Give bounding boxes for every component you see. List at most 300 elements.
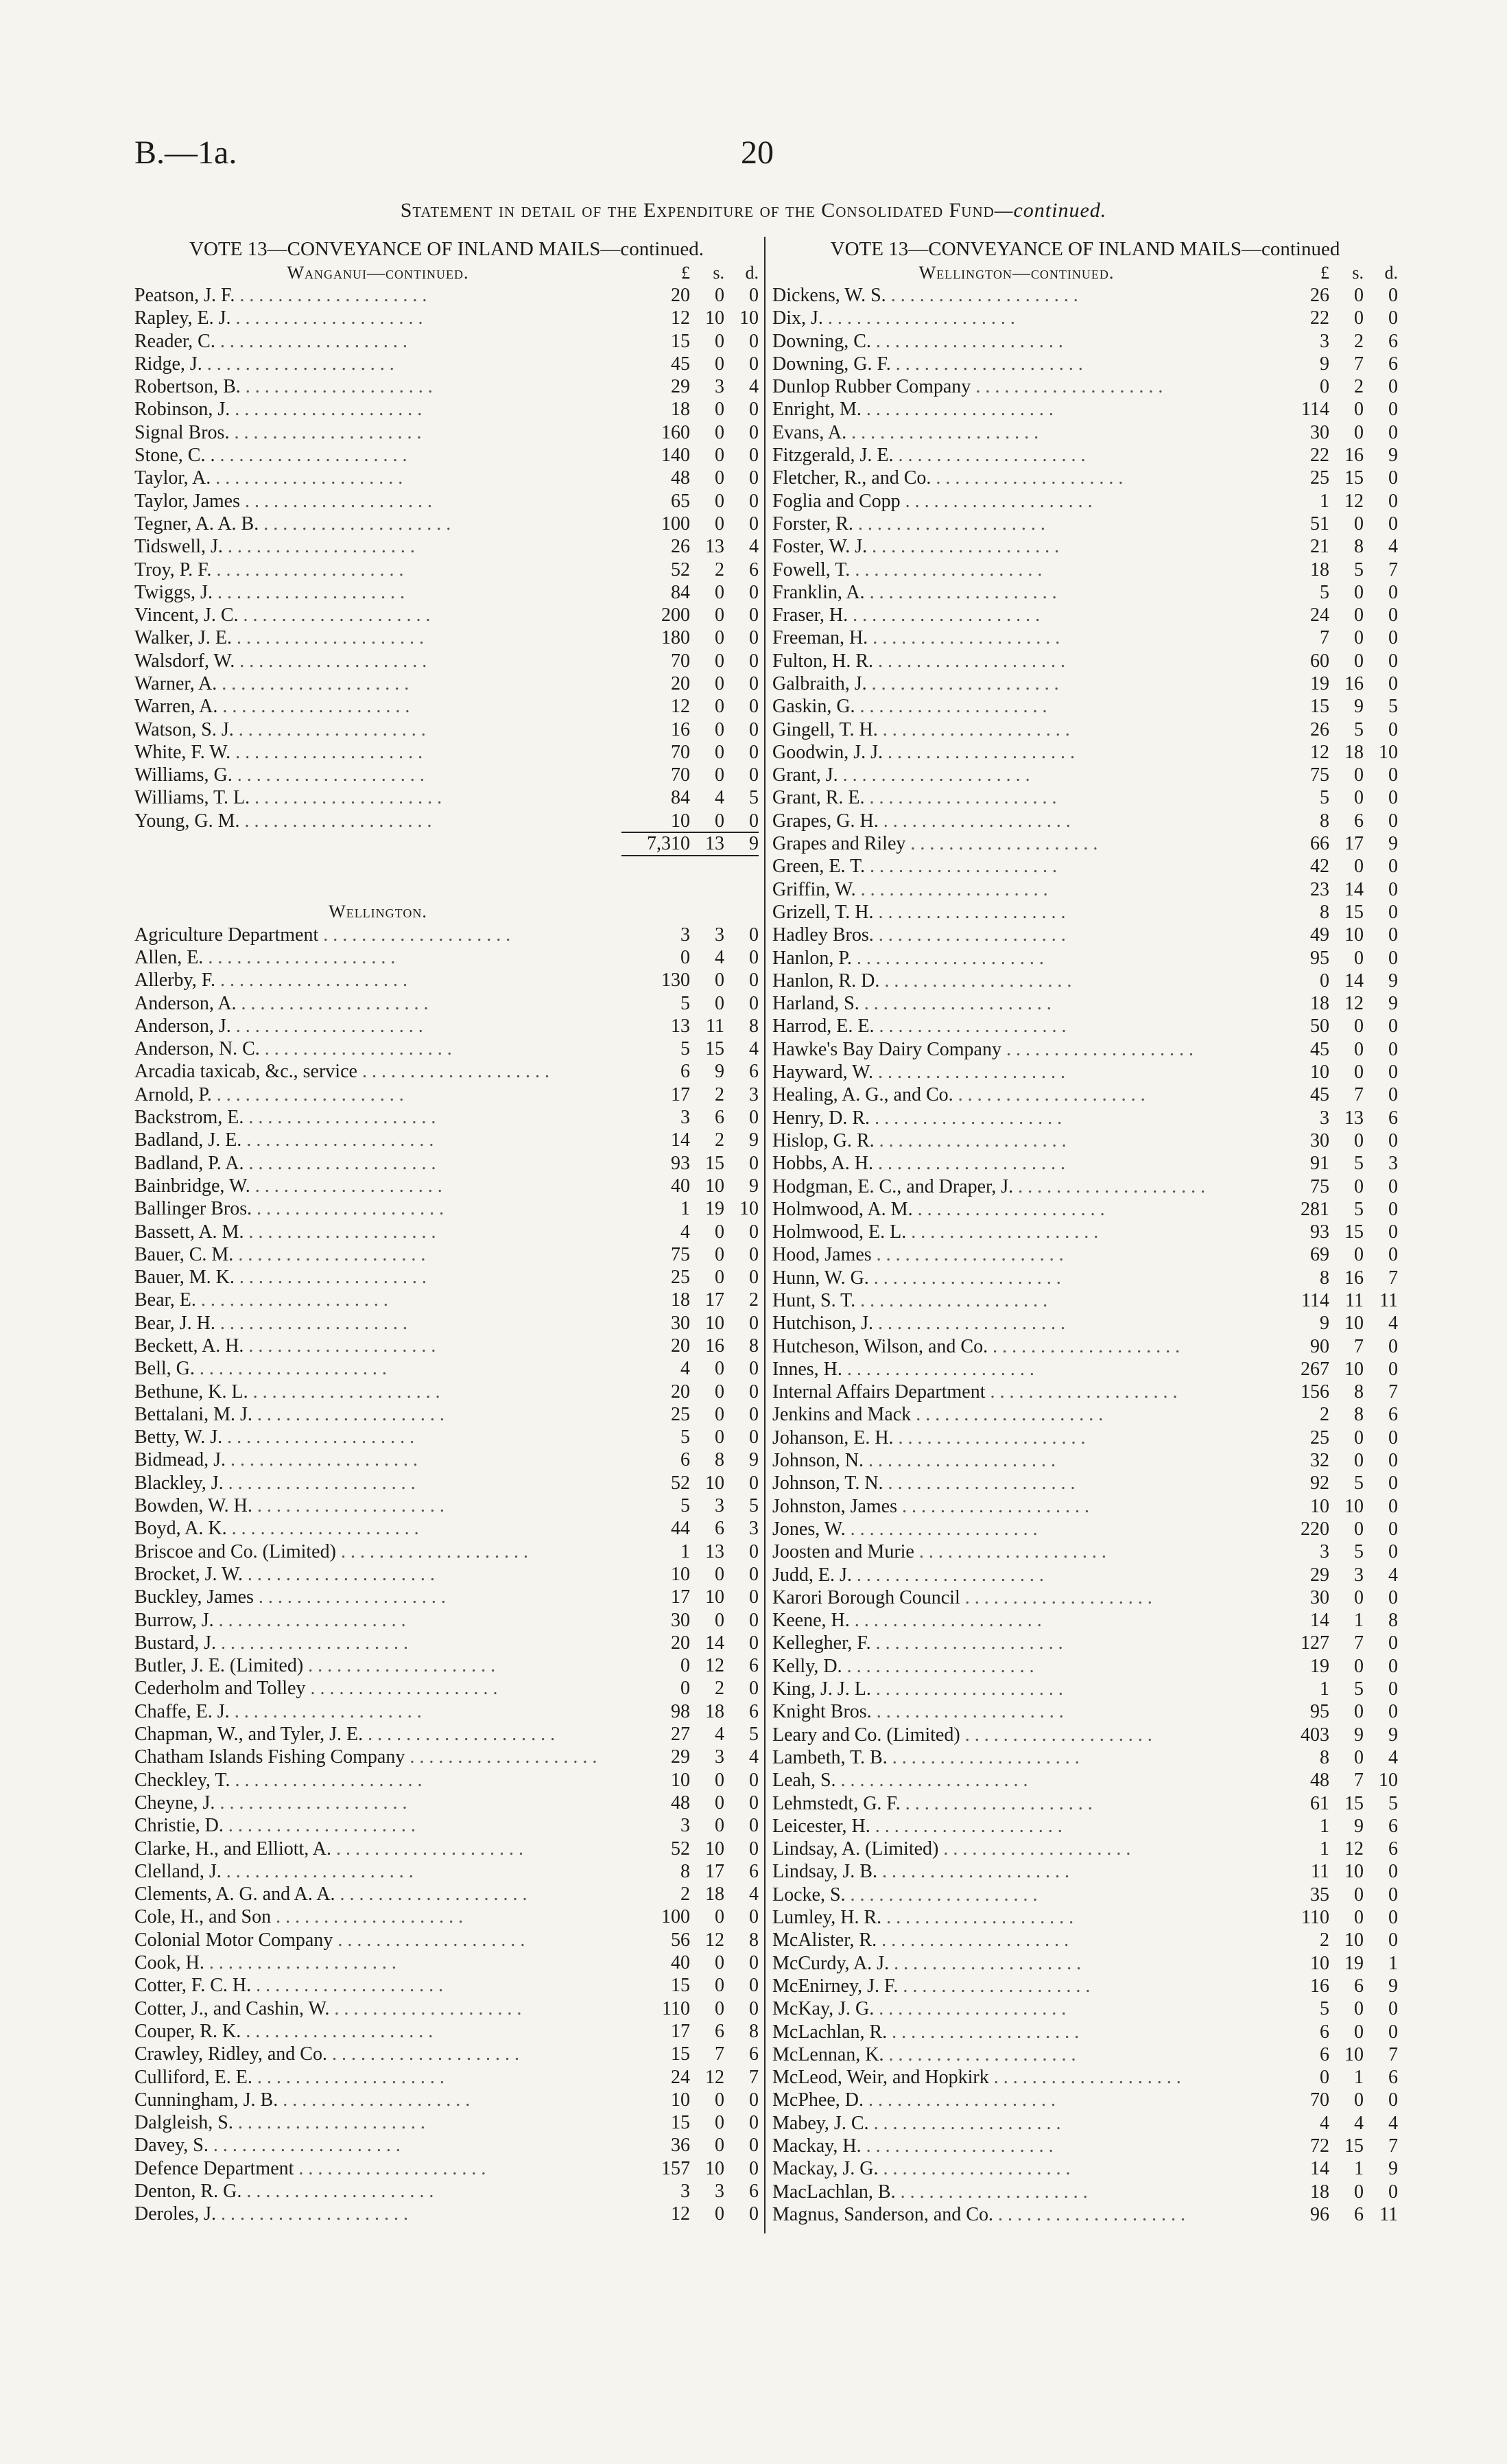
table-row bbox=[134, 2089, 759, 2111]
pounds: 12 bbox=[1310, 741, 1329, 763]
shillings: 0 bbox=[715, 2135, 724, 2157]
table-row bbox=[772, 993, 1398, 1016]
pence: 6 bbox=[749, 1655, 759, 1677]
pence: 5 bbox=[749, 787, 759, 809]
currency-headings: £ s. d. bbox=[681, 262, 759, 283]
amount bbox=[1261, 1336, 1398, 1358]
pounds: 8 bbox=[680, 1860, 690, 1882]
amount bbox=[621, 2181, 759, 2203]
shillings: 3 bbox=[715, 924, 724, 946]
pence: 6 bbox=[1388, 2067, 1398, 2089]
payee-name: Gaskin, G. . . bbox=[772, 696, 1261, 718]
shillings: 0 bbox=[1354, 627, 1364, 649]
shillings: 0 bbox=[1354, 605, 1364, 626]
pounds: 3 bbox=[680, 1107, 690, 1129]
payee-name: Robinson, J. . . bbox=[134, 399, 621, 421]
table-row bbox=[772, 1289, 1398, 1312]
payee-name: Agriculture Department . . bbox=[134, 924, 621, 946]
payee-name: Fowell, T. . . bbox=[772, 559, 1261, 581]
amount bbox=[1261, 513, 1398, 535]
payee-name: Badland, P. A. . . bbox=[134, 1153, 621, 1175]
shillings: 6 bbox=[715, 1518, 724, 1540]
shillings: 6 bbox=[715, 1107, 724, 1129]
table-row bbox=[134, 2111, 759, 2134]
pounds: 69 bbox=[1310, 1244, 1329, 1266]
amount bbox=[1261, 1290, 1398, 1312]
payee-name: Hunn, W. G. . . bbox=[772, 1267, 1261, 1289]
amount bbox=[1261, 536, 1398, 558]
pence: 0 bbox=[749, 581, 759, 603]
table-row bbox=[772, 307, 1398, 330]
payee-name: Kelly, D. . . bbox=[772, 1656, 1261, 1678]
table-row bbox=[772, 1381, 1398, 1404]
shillings: 0 bbox=[1354, 1586, 1364, 1608]
table-row bbox=[772, 559, 1398, 581]
pounds: 17 bbox=[671, 1586, 690, 1608]
pounds: 98 bbox=[671, 1700, 690, 1722]
payee-name: Clarke, H., and Elliott, A. . . bbox=[134, 1838, 621, 1860]
payee-name: Hayward, W. . . bbox=[772, 1061, 1261, 1083]
pence: 0 bbox=[749, 1563, 759, 1585]
pounds: 1 bbox=[1320, 1838, 1329, 1860]
payee-name: Defence Department . . bbox=[134, 2158, 621, 2180]
shillings: 10 bbox=[705, 1586, 724, 1608]
shillings: 0 bbox=[715, 513, 724, 535]
payee-name: Williams, T. L. . . bbox=[134, 787, 621, 809]
pounds: 51 bbox=[1310, 513, 1329, 535]
pence: 6 bbox=[1388, 1815, 1398, 1837]
payee-name: Hanlon, P. . . bbox=[772, 948, 1261, 970]
pence: 8 bbox=[1388, 1610, 1398, 1632]
pence: 0 bbox=[749, 970, 759, 992]
amount bbox=[1261, 1359, 1398, 1381]
table-row bbox=[134, 2180, 759, 2203]
pounds: 95 bbox=[1310, 1701, 1329, 1723]
shillings: 0 bbox=[1354, 787, 1364, 809]
pence: 0 bbox=[1388, 650, 1398, 672]
payee-name: Galbraith, J. . . bbox=[772, 673, 1261, 695]
pence: 9 bbox=[749, 1449, 759, 1471]
amount bbox=[1261, 1998, 1398, 2020]
pounds: 0 bbox=[680, 946, 690, 968]
shillings: 2 bbox=[715, 1083, 724, 1105]
payee-name: Hadley Bros. . . bbox=[772, 924, 1261, 946]
table-row bbox=[134, 1632, 759, 1654]
table-row bbox=[134, 1129, 759, 1152]
table-row bbox=[134, 1700, 759, 1723]
amount bbox=[1261, 902, 1398, 924]
right-column bbox=[772, 237, 1398, 2227]
amount bbox=[621, 1107, 759, 1129]
table-row bbox=[134, 1038, 759, 1061]
pence: 0 bbox=[749, 2135, 759, 2157]
pounds: 180 bbox=[661, 627, 690, 649]
pounds: 10 bbox=[671, 810, 690, 832]
amount bbox=[1261, 1221, 1398, 1243]
shillings: 0 bbox=[715, 1358, 724, 1380]
payee-name: Leicester, H. . . bbox=[772, 1816, 1261, 1838]
shillings: 0 bbox=[715, 1792, 724, 1814]
table-row bbox=[772, 924, 1398, 947]
pence: 0 bbox=[1388, 1244, 1398, 1266]
shillings: 0 bbox=[1354, 1450, 1364, 1472]
payee-name: Bethune, K. L. . . bbox=[134, 1381, 621, 1403]
table-row bbox=[772, 1449, 1398, 1472]
amount bbox=[621, 696, 759, 718]
payee-name: Crawley, Ridley, and Co. . . bbox=[134, 2043, 621, 2065]
pence: 0 bbox=[749, 1678, 759, 1700]
payee-name: Anderson, J. . . bbox=[134, 1016, 621, 1037]
payee-name: Grapes, G. H. . . bbox=[772, 810, 1261, 832]
table-row bbox=[772, 2135, 1398, 2157]
pounds: 52 bbox=[671, 1838, 690, 1859]
payee-name: Evans, A. . . bbox=[772, 422, 1261, 444]
payee-name: Mabey, J. C. . . bbox=[772, 2113, 1261, 2135]
pence: 7 bbox=[1388, 2135, 1398, 2157]
pence: 4 bbox=[1388, 1313, 1398, 1335]
table-row bbox=[134, 1427, 759, 1449]
shillings: 7 bbox=[715, 2043, 724, 2065]
pence: 0 bbox=[1388, 924, 1398, 946]
pounds: 9 bbox=[1320, 353, 1329, 375]
table-row bbox=[134, 741, 759, 764]
table-row bbox=[772, 1404, 1398, 1427]
shillings: 0 bbox=[715, 672, 724, 694]
shillings: 16 bbox=[1344, 445, 1364, 467]
amount bbox=[621, 2021, 759, 2043]
pence: 3 bbox=[1388, 1153, 1398, 1175]
shillings: 11 bbox=[706, 1015, 724, 1037]
table-row bbox=[772, 536, 1398, 559]
table-row bbox=[772, 490, 1398, 513]
pounds: 3 bbox=[680, 924, 690, 946]
pence: 0 bbox=[749, 1540, 759, 1562]
pence: 0 bbox=[749, 1838, 759, 1859]
amount bbox=[1261, 2089, 1398, 2111]
statement-title bbox=[0, 199, 1507, 222]
pence: 0 bbox=[749, 2112, 759, 2134]
pounds: 20 bbox=[671, 672, 690, 694]
pounds: 4 bbox=[680, 1358, 690, 1380]
pounds: 13 bbox=[671, 1015, 690, 1037]
table-row bbox=[772, 1221, 1398, 1243]
shillings: 0 bbox=[1354, 2181, 1364, 2203]
table-row bbox=[134, 1312, 759, 1335]
table-row bbox=[134, 1746, 759, 1769]
section-heading-wellington-continued bbox=[772, 261, 1398, 284]
table-row bbox=[772, 1358, 1398, 1381]
amount bbox=[621, 970, 759, 992]
pence: 6 bbox=[749, 2180, 759, 2202]
table-row bbox=[772, 1952, 1398, 1975]
table-row bbox=[134, 1198, 759, 1221]
pounds: 5 bbox=[680, 992, 690, 1014]
payee-name: Hobbs, A. H. . . bbox=[772, 1153, 1261, 1175]
payee-name: Lehmstedt, G. F. . . bbox=[772, 1793, 1261, 1815]
table-row bbox=[134, 1586, 759, 1609]
wellington-entries-left bbox=[134, 924, 759, 2226]
amount bbox=[621, 2089, 759, 2111]
amount bbox=[1261, 605, 1398, 626]
payee-name: Grant, J. . . bbox=[772, 764, 1261, 786]
table-row bbox=[772, 764, 1398, 787]
pounds: 48 bbox=[1310, 1770, 1329, 1792]
table-row bbox=[134, 1472, 759, 1494]
pence: 0 bbox=[1388, 1038, 1398, 1060]
shillings: 0 bbox=[1354, 1655, 1364, 1677]
payee-name: Arnold, P. . . bbox=[134, 1084, 621, 1106]
pence: 0 bbox=[1388, 1518, 1398, 1540]
pence: 6 bbox=[749, 2043, 759, 2065]
pounds: 27 bbox=[671, 1724, 690, 1746]
table-row bbox=[772, 1564, 1398, 1586]
amount bbox=[621, 810, 759, 832]
amount bbox=[1261, 399, 1398, 421]
pence: 0 bbox=[749, 1769, 759, 1791]
pounds: 10 bbox=[671, 2089, 690, 2111]
table-row bbox=[772, 1884, 1398, 1906]
pence: 0 bbox=[749, 513, 759, 535]
amount bbox=[621, 1358, 759, 1380]
table-row bbox=[134, 1997, 759, 2020]
table-row bbox=[134, 1335, 759, 1357]
pounds: 7 bbox=[1320, 627, 1329, 649]
payee-name: Fitzgerald, J. E. . . bbox=[772, 445, 1261, 467]
payee-name: Johanson, E. H. . . bbox=[772, 1427, 1261, 1449]
shillings: 16 bbox=[1344, 672, 1364, 694]
pence: 0 bbox=[749, 1358, 759, 1380]
table-row bbox=[772, 832, 1398, 855]
pounds: 84 bbox=[671, 581, 690, 603]
payee-name: Downing, C. . . bbox=[772, 331, 1261, 353]
shillings: 0 bbox=[1354, 1427, 1364, 1448]
shillings: 13 bbox=[705, 536, 724, 558]
pence: 0 bbox=[749, 672, 759, 694]
pence: 9 bbox=[1388, 970, 1398, 992]
table-row bbox=[772, 970, 1398, 992]
table-row bbox=[134, 1152, 759, 1175]
amount bbox=[621, 399, 759, 421]
pounds: 22 bbox=[1310, 307, 1329, 329]
shillings: 10 bbox=[705, 2157, 724, 2179]
amount bbox=[621, 1586, 759, 1608]
pounds: 30 bbox=[1310, 1129, 1329, 1151]
payee-name: Briscoe and Co. (Limited) . . bbox=[134, 1541, 621, 1563]
pounds: 267 bbox=[1301, 1358, 1329, 1380]
pounds: 8 bbox=[1320, 901, 1329, 923]
pence: 0 bbox=[749, 810, 759, 832]
pence: 8 bbox=[749, 1335, 759, 1357]
shillings: 0 bbox=[715, 1381, 724, 1403]
pounds: 35 bbox=[1310, 1884, 1329, 1905]
payee-name: Twiggs, J. . . bbox=[134, 582, 621, 604]
amount bbox=[621, 1061, 759, 1083]
table-row bbox=[772, 2158, 1398, 2181]
amount bbox=[621, 422, 759, 444]
shillings: 12 bbox=[1344, 1838, 1364, 1860]
shillings: 6 bbox=[1354, 1975, 1364, 1997]
table-row bbox=[134, 1975, 759, 1997]
pounds: 72 bbox=[1310, 2135, 1329, 2157]
table-row bbox=[772, 2203, 1398, 2226]
shillings: 0 bbox=[1354, 513, 1364, 535]
pence: 0 bbox=[1388, 787, 1398, 809]
amount bbox=[1261, 1039, 1398, 1061]
pence: 0 bbox=[749, 1107, 759, 1129]
pence: 0 bbox=[1388, 1541, 1398, 1563]
table-row bbox=[134, 1061, 759, 1083]
pence: 0 bbox=[749, 696, 759, 718]
shillings: 15 bbox=[1344, 2135, 1364, 2157]
shillings: 9 bbox=[715, 1061, 724, 1083]
table-row bbox=[134, 1381, 759, 1403]
shillings: 15 bbox=[1344, 1221, 1364, 1243]
shillings: 0 bbox=[715, 399, 724, 421]
payee-name: Franklin, A. . . bbox=[772, 582, 1261, 604]
amount bbox=[1261, 1381, 1398, 1403]
payee-name: Bidmead, J. . . bbox=[134, 1449, 621, 1471]
amount bbox=[621, 742, 759, 764]
payee-name: Cook, H. . . bbox=[134, 1952, 621, 1974]
payee-name: Judd, E. J. . . bbox=[772, 1564, 1261, 1586]
pence: 5 bbox=[1388, 696, 1398, 718]
pence: 4 bbox=[1388, 1746, 1398, 1768]
pence: 0 bbox=[1388, 1998, 1398, 2020]
shillings: 0 bbox=[715, 764, 724, 786]
amount bbox=[621, 764, 759, 786]
amount bbox=[621, 1770, 759, 1792]
table-row bbox=[134, 399, 759, 421]
pounds: 84 bbox=[671, 787, 690, 809]
payee-name: Bettalani, M. J. . . bbox=[134, 1404, 621, 1426]
pounds: 15 bbox=[671, 2112, 690, 2134]
amount bbox=[1261, 1975, 1398, 1997]
amount bbox=[1261, 1518, 1398, 1540]
shillings: 1 bbox=[1354, 2067, 1364, 2089]
pence: 0 bbox=[749, 627, 759, 649]
amount bbox=[1261, 1244, 1398, 1266]
amount bbox=[621, 1175, 759, 1197]
pence: 10 bbox=[1379, 1770, 1398, 1792]
payee-name: Bainbridge, W. . . bbox=[134, 1175, 621, 1197]
pence: 7 bbox=[749, 2066, 759, 2088]
shillings: 2 bbox=[715, 1678, 724, 1700]
pence: 0 bbox=[1388, 1884, 1398, 1905]
payee-name: Walker, J. E. . . bbox=[134, 627, 621, 649]
payee-name: Foster, W. J. . . bbox=[772, 536, 1261, 558]
table-row bbox=[772, 1129, 1398, 1152]
table-row bbox=[134, 284, 759, 307]
payee-name: Warren, A. . . bbox=[134, 696, 621, 718]
table-row bbox=[772, 1198, 1398, 1221]
pence: 9 bbox=[1388, 993, 1398, 1015]
shillings: 0 bbox=[715, 1403, 724, 1425]
amount bbox=[1261, 1678, 1398, 1700]
pounds: 44 bbox=[671, 1518, 690, 1540]
payee-name: Green, E. T. . . bbox=[772, 856, 1261, 878]
pence: 0 bbox=[749, 2203, 759, 2225]
pence: 9 bbox=[1388, 1975, 1398, 1997]
shillings: 5 bbox=[1354, 1678, 1364, 1700]
payee-name: Cunningham, J. B. . . bbox=[134, 2089, 621, 2111]
payee-name: Walsdorf, W. . . bbox=[134, 650, 621, 672]
pounds: 18 bbox=[1310, 2181, 1329, 2203]
amount bbox=[621, 1906, 759, 1928]
shillings: 1 bbox=[1354, 2158, 1364, 2180]
pounds: 6 bbox=[680, 1061, 690, 1083]
shillings: 12 bbox=[705, 2066, 724, 2088]
pounds: 110 bbox=[1301, 1907, 1329, 1929]
payee-name: Ballinger Bros. . . bbox=[134, 1198, 621, 1220]
table-row bbox=[772, 421, 1398, 444]
amount bbox=[621, 582, 759, 604]
shillings: 7 bbox=[1354, 1632, 1364, 1654]
table-row bbox=[772, 2021, 1398, 2043]
payee-name: Christie, D. . . bbox=[134, 1815, 621, 1837]
pence: 6 bbox=[1388, 1107, 1398, 1129]
table-row bbox=[134, 1358, 759, 1381]
pounds: 2 bbox=[680, 1884, 690, 1905]
shillings: 10 bbox=[1344, 924, 1364, 946]
payee-name: McLennan, K. . . bbox=[772, 2044, 1261, 2066]
pence: 3 bbox=[749, 1083, 759, 1105]
pounds: 20 bbox=[671, 1381, 690, 1403]
amount bbox=[621, 1335, 759, 1357]
amount bbox=[621, 445, 759, 467]
table-row bbox=[772, 1267, 1398, 1289]
payee-name: Taylor, James . . bbox=[134, 491, 621, 513]
amount bbox=[1261, 696, 1398, 718]
payee-name: Warner, A. . . bbox=[134, 673, 621, 695]
payee-name: Chaffe, E. J. . . bbox=[134, 1701, 621, 1723]
pence: 6 bbox=[1388, 1404, 1398, 1426]
amount bbox=[1261, 285, 1398, 307]
payee-name: Healing, A. G., and Co. . . bbox=[772, 1084, 1261, 1106]
pounds: 281 bbox=[1301, 1198, 1329, 1220]
payee-name: Bauer, M. K. . . bbox=[134, 1267, 621, 1289]
pence: 0 bbox=[1388, 1129, 1398, 1151]
shillings: 8 bbox=[1354, 1404, 1364, 1426]
payee-name: Arcadia taxicab, &c., service . . bbox=[134, 1061, 621, 1083]
shillings: 0 bbox=[715, 605, 724, 626]
table-row bbox=[772, 947, 1398, 970]
table-row bbox=[772, 1038, 1398, 1061]
pence: 3 bbox=[749, 1518, 759, 1540]
table-row bbox=[772, 787, 1398, 810]
payee-name: MacLachlan, B. . . bbox=[772, 2181, 1261, 2203]
payee-name: Ridge, J. . . bbox=[134, 353, 621, 375]
payee-name: Lumley, H. R. . . bbox=[772, 1907, 1261, 1929]
pence: 0 bbox=[749, 924, 759, 946]
amount bbox=[621, 1495, 759, 1517]
payee-name: Denton, R. G. . . bbox=[134, 2181, 621, 2203]
shillings: 4 bbox=[715, 787, 724, 809]
pounds: 45 bbox=[1310, 1084, 1329, 1106]
pounds: 12 bbox=[671, 696, 690, 718]
pence: 10 bbox=[739, 307, 759, 329]
pounds: 17 bbox=[671, 1083, 690, 1105]
table-row bbox=[134, 2135, 759, 2157]
pence: 0 bbox=[749, 946, 759, 968]
amount bbox=[621, 1815, 759, 1837]
shillings: 5 bbox=[1354, 1198, 1364, 1220]
pence: 0 bbox=[1388, 718, 1398, 740]
pence: 0 bbox=[1388, 2021, 1398, 2043]
page-number: 20 bbox=[741, 134, 774, 171]
payee-name: Checkley, T. . . bbox=[134, 1770, 621, 1792]
payee-name: Blackley, J. . . bbox=[134, 1472, 621, 1494]
pence: 9 bbox=[1388, 445, 1398, 467]
